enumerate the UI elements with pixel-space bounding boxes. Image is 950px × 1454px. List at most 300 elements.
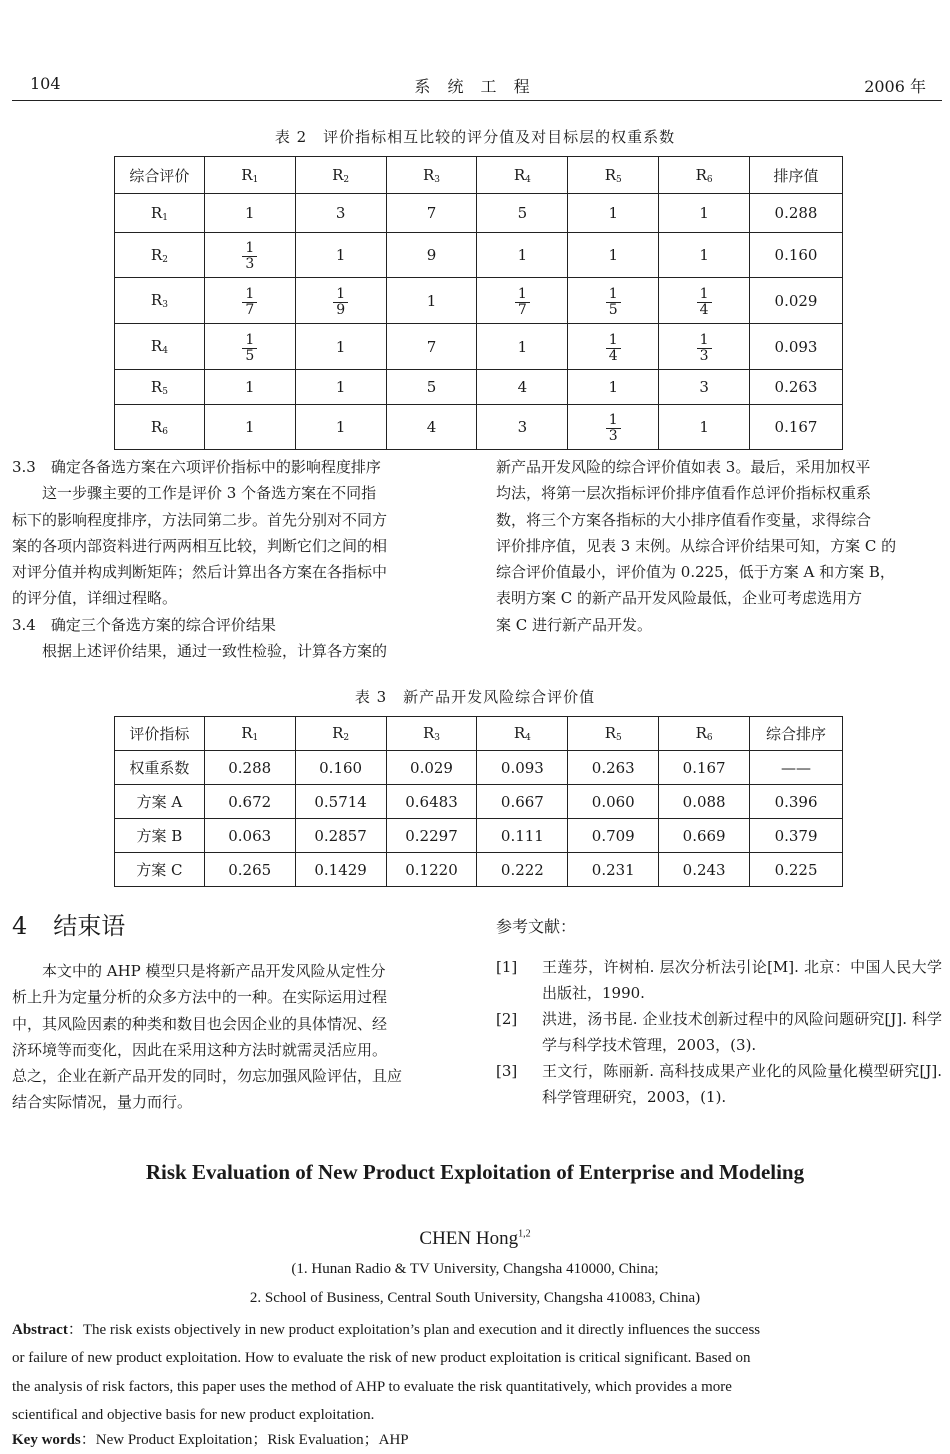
row-label-text: 方案 A [136,793,183,811]
table-cell [659,194,750,233]
journal-title: 系 统 工 程 [414,77,536,96]
row-label-subscript: 6 [162,426,168,437]
table-row [115,194,843,233]
table-cell [659,853,750,887]
rank-value: 0.263 [774,378,818,396]
table-cell [204,233,295,278]
fraction-denominator: 7 [517,301,527,318]
cell-value: 0.672 [228,792,272,811]
row-label [115,324,205,370]
header-subscript: 2 [343,733,350,743]
cell-value: 1 [426,291,437,310]
header-cell [115,717,205,751]
section-3-3-paragraph [12,480,460,611]
cell-value: 0.2297 [405,826,458,845]
fraction-numerator: 1 [333,287,348,303]
table-cell [204,819,295,853]
table-cell [204,324,295,370]
table-cell [295,785,386,819]
table-cell [386,324,477,370]
table-cell [477,819,568,853]
abstract-line [12,1401,944,1429]
table-cell [659,819,750,853]
cell-value: 5 [426,378,437,396]
abstract-line [12,1344,944,1372]
cell-value: 0.1220 [405,860,458,879]
fraction [242,333,257,363]
reference-item [496,1058,942,1110]
abstract-label: Abstract [12,1322,68,1338]
paragraph-line: 案的各项内部资料进行两两相互比较，判断它们之间的相 [12,536,388,555]
fraction [697,287,712,317]
keywords [12,1428,409,1449]
section-4-paragraph [12,958,460,1116]
cell-value: 0.379 [774,826,818,845]
table-cell [386,785,477,819]
cell-value: 3 [699,378,709,396]
cell-value: 9 [426,246,437,264]
rank-cell [750,194,843,233]
cell-value: 0.6483 [405,792,458,811]
table-row [115,324,843,370]
table-cell [750,751,843,785]
cell-value: 0.111 [500,826,544,845]
table-cell [659,370,750,405]
abstract-text: the analysis of risk factors, this paper uses the method of AHP to evaluate the risk quantitatively, which provides a more [12,1378,732,1395]
fraction-numerator: 1 [606,333,621,349]
section-3-3-heading: 3.3 确定各备选方案在六项评价指标中的影响程度排序 [12,458,381,476]
paragraph-line: 总之，企业在新产品开发的同时，勿忘加强风险评估，且应 [12,1067,403,1086]
table-cell [477,785,568,819]
table-cell [295,233,386,278]
abstract [12,1316,944,1430]
cell-value: 1 [335,337,346,356]
row-label-subscript: 4 [162,346,168,356]
fraction-numerator: 1 [242,241,257,257]
section-4-title: 结束语 [53,912,126,940]
rank-cell [750,370,843,405]
table-cell [204,194,295,233]
abstract-text: or failure of new product exploitation. How to evaluate the risk of new product exploitation is critical significant. Based on [12,1350,751,1367]
cell-value: 1 [699,418,709,436]
header-cell [750,157,843,194]
section-4-number: 4 [12,912,28,940]
cell-value: 0.265 [228,860,272,879]
cell-value: 0.093 [500,758,544,777]
fraction-denominator: 4 [608,347,618,364]
header-cell [386,157,477,194]
rank-value: 0.288 [774,204,818,222]
paragraph-line: 数，将三个方案各指标的大小排序值看作变量，求得综合 [496,510,872,529]
fraction-denominator: 3 [699,347,709,364]
cell-value: 4 [426,418,437,436]
table2-caption: 表 2 评价指标相互比较的评分值及对目标层的权重系数 [274,128,676,146]
row-label-text: R [150,377,163,396]
header-label: 排序值 [773,166,819,185]
journal-year: 2006 年 [864,77,926,96]
table-cell [386,233,477,278]
header-cell [115,157,205,194]
table-cell [568,785,659,819]
row-label-subscript: 1 [162,212,168,223]
table-row [115,278,843,324]
fraction-denominator: 4 [699,301,709,318]
fraction-numerator: 1 [697,333,712,349]
cell-value: 0.396 [774,792,818,811]
fraction-numerator: 1 [242,333,257,349]
header-cell [386,717,477,751]
cell-value: 1 [517,337,528,356]
cell-value: 1 [245,378,255,396]
cell-value: 0.060 [591,792,635,811]
fraction [606,413,621,443]
table-cell [386,370,477,405]
fraction [333,287,348,317]
fraction [515,287,530,317]
cell-value: 0.1429 [314,860,367,879]
cell-value: 1 [245,204,255,222]
header-label: R [604,165,616,184]
header-cell [295,717,386,751]
table3 [114,716,843,887]
table-row [115,405,843,450]
fraction [242,241,257,271]
header-cell [568,157,659,194]
header-label: R [695,724,707,742]
fraction-denominator: 5 [245,347,255,364]
header-cell [204,157,295,194]
row-label [115,233,205,278]
reference-text: 王文行，陈丽新. 高科技成果产业化的风险量化模型研究[J]. 科学管理研究，2003，(1). [542,1062,942,1106]
fraction [697,333,712,363]
table-row [115,751,843,785]
table-cell [295,751,386,785]
paragraph-line: 综合评价值最小，评价值为 0.225，低于方案 A 和方案 B， [496,563,895,582]
table-cell [659,405,750,450]
cell-value: 0.231 [591,860,635,879]
author-name: CHEN Hong [419,1228,519,1249]
reference-number: [1] [496,958,518,976]
fraction-denominator: 9 [336,301,346,318]
header-cell [295,157,386,194]
header-label: R [513,165,526,184]
cell-value: 0.243 [682,860,726,879]
cell-value: 7 [426,337,437,356]
table-row [115,370,843,405]
table-header-row [115,717,843,751]
header-label: R [604,724,617,742]
cell-value: 5 [517,204,528,222]
header-subscript: 6 [706,733,713,743]
header-label: 综合排序 [766,725,827,743]
header-label: R [422,165,435,184]
header-label: R [332,724,344,742]
row-label [115,278,205,324]
header-subscript: 4 [525,174,531,185]
table-cell [750,785,843,819]
table-cell [659,233,750,278]
table2 [114,156,843,450]
header-label: R [422,724,435,742]
fraction-denominator: 3 [608,428,618,444]
header-label: R [513,724,526,742]
table-cell [204,785,295,819]
header-label: R [241,724,253,742]
cell-value: 3 [517,418,528,436]
author-affiliation-marker: 1,2 [518,1228,531,1240]
cell-value: 0.667 [500,792,544,811]
header-subscript: 2 [343,174,350,185]
references-heading: 参考文献： [496,917,577,936]
table-cell [295,405,386,450]
paragraph-line: 对评分值并构成判断矩阵；然后计算出各方案在各指标中 [12,563,388,582]
paragraph-line: 济环境等而变化，因此在采用这种方法时就需灵活应用。 [12,1040,388,1059]
header-label: R [241,165,253,184]
cell-value: 0.225 [774,860,818,879]
header-subscript: 1 [252,174,259,185]
row-label [115,819,205,853]
header-cell [568,717,659,751]
row-label [115,751,205,785]
header-label: 综合评价 [129,166,190,185]
page-number: 104 [30,74,61,93]
section-3-4-paragraph: 根据上述评价结果，通过一致性检验，计算各方案的 [12,642,388,661]
row-label-text: R [150,203,163,222]
header-cell [477,717,568,751]
header-subscript: 5 [616,174,622,185]
header-cell [750,717,843,751]
table-cell [568,751,659,785]
table-cell [295,324,386,370]
cell-value: 1 [699,246,709,264]
table-cell [477,751,568,785]
cell-value: 1 [517,246,528,264]
paragraph-line: 这一步骤主要的工作是评价 3 个备选方案在不同指 [12,484,377,503]
fraction-numerator: 1 [515,287,530,303]
table-cell [750,853,843,887]
abstract-line [12,1373,944,1401]
paragraph-line: 标下的影响程度排序，方法同第二步。首先分别对不同方 [12,510,388,529]
header-subscript: 4 [525,733,531,743]
cell-value: 1 [699,204,709,222]
cell-value: 0.088 [682,792,726,811]
header-subscript: 1 [252,733,259,743]
cell-value: 0.2857 [314,826,367,845]
header-subscript: 5 [616,733,622,743]
table-cell [295,194,386,233]
header-label: R [695,165,707,184]
table-cell [204,853,295,887]
table-cell [659,785,750,819]
cell-value: 0.5714 [314,792,367,811]
cell-value: —— [781,758,812,777]
cell-value: 0.222 [500,860,544,879]
row-label [115,370,205,405]
paragraph-line: 本文中的 AHP 模型只是将新产品开发风险从定性分 [12,962,386,980]
table-cell [477,233,568,278]
table-cell [568,278,659,324]
table-cell [204,370,295,405]
cell-value: 0.263 [591,758,635,777]
table-cell [386,194,477,233]
cell-value: 0.160 [319,758,363,777]
section-4-heading [12,906,125,941]
rank-cell [750,278,843,324]
abstract-text: ：The risk exists objectively in new product exploitation’s plan and execution and it directly influences the success [67,1322,761,1338]
cell-value: 1 [245,418,255,436]
cell-value: 4 [517,378,528,396]
fraction [606,287,621,317]
header-subscript: 3 [434,174,441,185]
header-cell [659,157,750,194]
table-row [115,785,843,819]
paragraph-line: 评价排序值，见表 3 末例。从综合评价结果可知，方案 C 的 [496,536,897,555]
reference-number: [3] [496,1062,518,1080]
fraction-denominator: 3 [245,256,255,272]
rank-cell [750,233,843,278]
rank-value: 0.029 [774,291,818,310]
table-cell [659,751,750,785]
cell-value: 0.288 [228,758,272,777]
paragraph-line: 表明方案 C 的新产品开发风险最低，企业可考虑选用方 [496,589,863,608]
english-title: Risk Evaluation of New Product Exploitation of Enterprise and Modeling [145,1160,805,1184]
abstract-text: scientifical and objective basis for new product exploitation. [12,1407,375,1424]
table-row [115,819,843,853]
cell-value: 1 [335,418,346,436]
paragraph-line: 的评分值，详细过程略。 [12,589,178,608]
header-subscript: 6 [706,174,713,185]
fraction-numerator: 1 [242,287,257,303]
header-label: 评价指标 [129,725,190,743]
table-cell [659,324,750,370]
table-cell [568,233,659,278]
table-cell [477,194,568,233]
table-cell [659,278,750,324]
table-cell [386,853,477,887]
header-subscript: 3 [434,733,441,743]
cell-value: 1 [608,246,618,264]
references-list [496,954,942,1110]
table-cell [568,405,659,450]
cell-value: 1 [335,378,346,396]
reference-text: 洪进，汤书昆. 企业技术创新过程中的风险问题研究[J]. 科学学与科学技术管理，2003，(3). [542,1010,942,1054]
header-cell [477,157,568,194]
rank-value: 0.093 [774,337,818,356]
row-label-text: 方案 B [136,827,183,845]
table-cell [386,751,477,785]
table-cell [295,819,386,853]
row-label-text: R [150,337,163,355]
table-row [115,853,843,887]
author-line [0,1228,950,1250]
table-cell [477,405,568,450]
row-label-subscript: 5 [162,386,168,397]
cell-value: 0.063 [228,826,272,845]
reference-item [496,954,942,1006]
table-cell [477,853,568,887]
reference-text: 王莲芬，许树柏. 层次分析法引论[M]. 北京：中国人民大学出版社，1990. [542,958,942,1002]
right-column-paragraph [496,454,942,638]
table-row [115,233,843,278]
row-label-text: R [150,417,163,436]
table-header-row [115,157,843,194]
table-cell [477,278,568,324]
row-label-subscript: 2 [162,254,168,265]
cell-value: 3 [335,204,346,222]
keywords-label: Key words [12,1432,81,1448]
table-cell [386,405,477,450]
row-label-text: R [150,245,163,264]
rank-cell [750,405,843,450]
row-label [115,194,205,233]
table-cell [295,370,386,405]
cell-value: 0.669 [682,826,726,845]
fraction-denominator: 5 [608,301,618,318]
paragraph-line: 新产品开发风险的综合评价值如表 3。最后，采用加权平 [496,458,871,476]
paragraph-line: 均法，将第一层次指标评价排序值看作总评价指标权重系 [496,484,872,503]
paragraph-line: 案 C 进行新产品开发。 [496,615,653,634]
reference-item [496,1006,942,1058]
table-cell [386,819,477,853]
row-label-subscript: 3 [162,300,168,310]
abstract-line [12,1316,944,1344]
header-cell [204,717,295,751]
cell-value: 1 [335,246,346,264]
table-cell [477,370,568,405]
cell-value: 1 [608,204,618,222]
fraction-numerator: 1 [606,287,621,303]
header-cell [659,717,750,751]
affiliation-1: (1. Hunan Radio & TV University, Changsha 410000, China; [291,1261,659,1277]
cell-value: 7 [426,204,437,222]
table-cell [204,751,295,785]
section-3-4-heading: 3.4 确定三个备选方案的综合评价结果 [12,615,276,634]
row-label-text: 方案 C [136,861,183,879]
table-cell [568,194,659,233]
table-cell [204,278,295,324]
left-column [12,454,460,664]
fraction-numerator: 1 [697,287,712,303]
header-label: R [332,165,344,184]
row-label [115,785,205,819]
table-cell [204,405,295,450]
fraction-numerator: 1 [606,413,621,429]
row-label-text: 权重系数 [129,759,190,777]
rank-cell [750,324,843,370]
affiliation-2: 2. School of Business, Central South University, Changsha 410083, China) [249,1290,701,1306]
rank-value: 0.160 [774,246,818,264]
table-cell [295,853,386,887]
table-cell [750,819,843,853]
table-cell [477,324,568,370]
cell-value: 0.167 [682,758,726,777]
table-cell [568,819,659,853]
fraction [242,287,257,317]
keywords-text: ：New Product Exploitation；Risk Evaluation；AHP [80,1432,409,1448]
header-rule [12,100,942,101]
row-label [115,405,205,450]
table-cell [568,853,659,887]
reference-number: [2] [496,1010,518,1028]
cell-value: 0.029 [410,758,453,777]
paragraph-line: 中，其风险因素的种类和数目也会因企业的具体情况、经 [12,1014,388,1033]
cell-value: 0.709 [591,826,635,845]
row-label-text: R [150,291,163,309]
paragraph-line: 结合实际情况，量力而行。 [12,1093,193,1112]
table-cell [568,370,659,405]
paragraph-line: 析上升为定量分析的众多方法中的一种。在实际运用过程 [12,988,388,1007]
row-label [115,853,205,887]
